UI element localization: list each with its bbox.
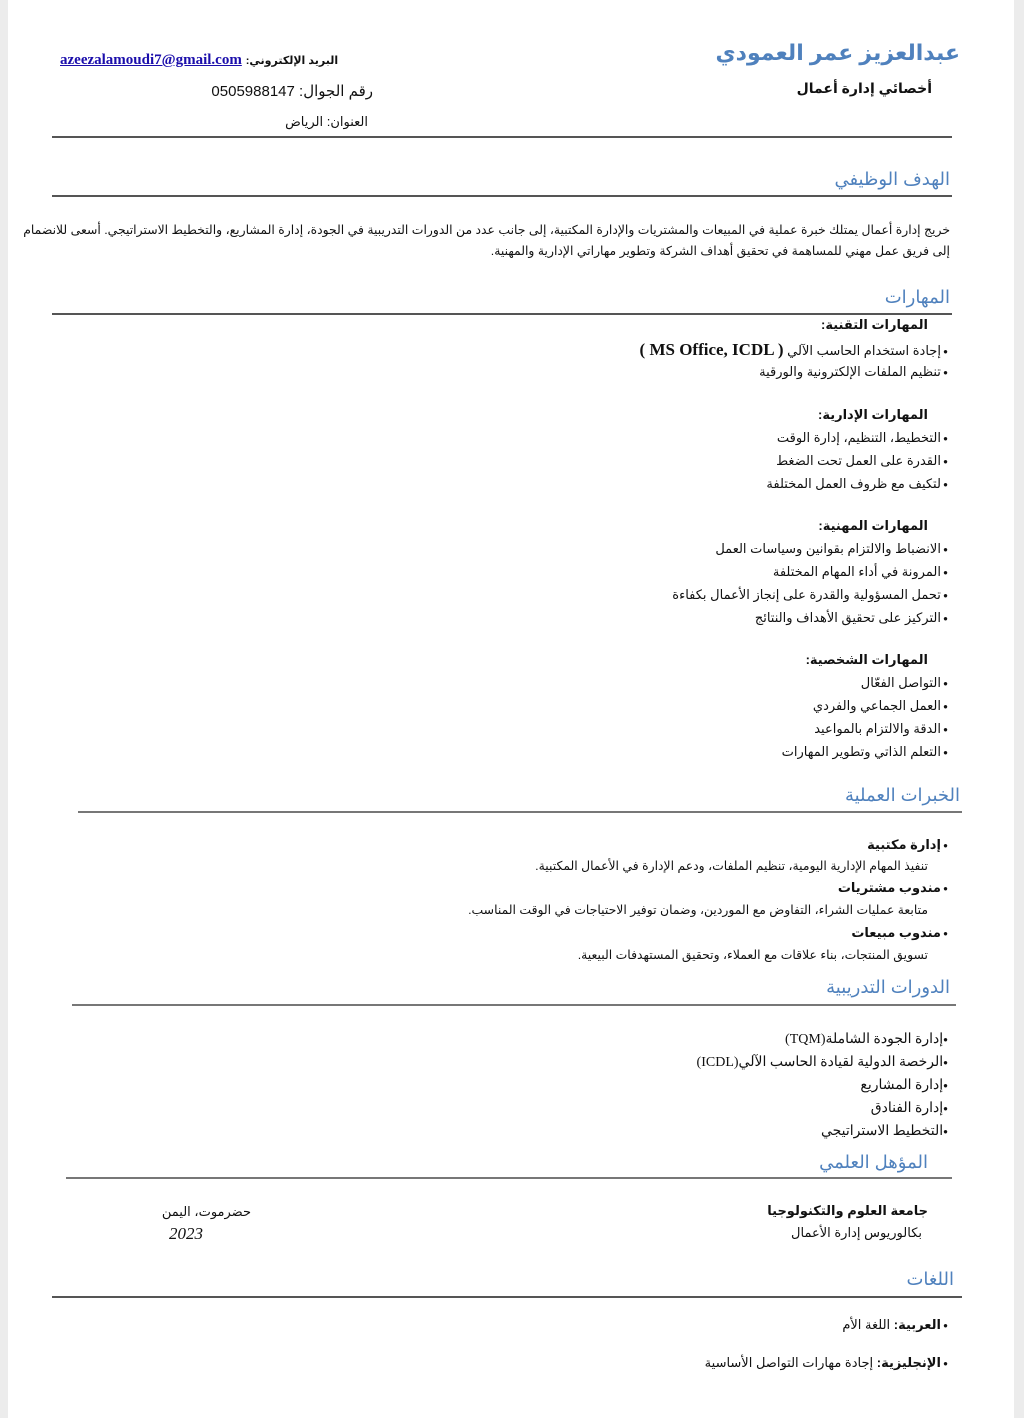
divider (52, 1296, 962, 1298)
phone: رقم الجوال: 0505988147 (211, 83, 373, 100)
skill-item: ● لتكيف مع ظروف العمل المختلفة (766, 476, 948, 492)
location: حضرموت، اليمن (161, 1204, 251, 1219)
skill-text: إجادة استخدام الحاسب الآلي (787, 343, 941, 358)
skill-item: ● التركيز على تحقيق الأهداف والنتائج (755, 610, 948, 626)
skills-group-title: المهارات الشخصية: (805, 652, 928, 667)
courses-heading: الدورات التدريبية (826, 977, 950, 997)
divider (52, 136, 952, 138)
language-level: اللغة الأم (842, 1317, 894, 1332)
divider (72, 1004, 956, 1006)
skill-item: ● التخطيط، التنظيم، إدارة الوقت (777, 430, 948, 446)
skill-item: ● الانضباط والالتزام بقوانين وسياسات العمل (715, 541, 948, 557)
objective-heading: الهدف الوظيفي (834, 169, 950, 189)
skill-item: ● التواصل الفعّال (861, 675, 948, 691)
skills-heading: المهارات (884, 287, 950, 307)
email-link[interactable]: azeezalamoudi7@gmail.com (60, 52, 242, 68)
course-item: ● التخطيط الاستراتيجي (821, 1123, 948, 1140)
language-item (842, 1317, 948, 1333)
experience-heading: الخبرات العملية (844, 785, 960, 805)
skill-item (640, 340, 948, 360)
skills-group-title: المهارات المهنية: (818, 518, 928, 533)
objective-line: خريج إدارة أعمال يمتلك خبرة عملية في المبيعات والمشتريات والإدارة المكتبية، إلى جانب عدد من الدورات التدريبية في الجودة، إدارة المشاريع، والتخطيط الاستراتيجي. أسعى للانضمام (23, 223, 950, 237)
email-row (60, 51, 338, 69)
degree: بكالوريوس إدارة الأعمال (791, 1225, 922, 1240)
experience-title: ● مندوب مشتريات (838, 880, 948, 896)
email-label: البريد الإلكتروني: (245, 55, 339, 67)
university: جامعة العلوم والتكنولوجيا (767, 1203, 928, 1218)
experience-title: ● إدارة مكتبية (867, 837, 948, 853)
experience-desc: تنفيذ المهام الإدارية اليومية، تنظيم الملفات، ودعم الإدارة في الأعمال المكتبية. (535, 859, 928, 873)
objective-line: إلى فريق عمل مهني للمساهمة في تحقيق أهداف الشركة وتطوير مهاراتي الإدارية والمهنية. (490, 244, 950, 258)
experience-title: ● مندوب مبيعات (851, 925, 948, 941)
experience-desc: تسويق المنتجات، بناء علاقات مع العملاء، وتحقيق المستهدفات البيعية. (577, 948, 928, 962)
skill-item: ● العمل الجماعي والفردي (813, 698, 948, 714)
graduation-year: 2023 (169, 1224, 203, 1243)
skill-item: ● تحمل المسؤولية والقدرة على إنجاز الأعمال بكفاءة (672, 587, 948, 603)
language-level: إجادة مهارات التواصل الأساسية (704, 1355, 877, 1370)
address: العنوان: الرياض (285, 114, 368, 129)
course-item: ● إدارة الفنادق (871, 1100, 948, 1117)
skills-group-title: المهارات التقنية: (821, 317, 928, 332)
education-heading: المؤهل العلمي (819, 1152, 928, 1172)
candidate-name: عبدالعزيز عمر العمودي (715, 40, 960, 65)
language-item (705, 1355, 948, 1371)
skill-item: ● المرونة في أداء المهام المختلفة (773, 564, 948, 580)
experience-desc: متابعة عمليات الشراء، التفاوض مع الموردين، وضمان توفير الاحتياجات في الوقت المناسب. (468, 903, 928, 917)
language-name: العربية: (893, 1317, 941, 1332)
skills-group-title: المهارات الإدارية: (818, 407, 928, 422)
languages-heading: اللغات (906, 1269, 954, 1289)
divider (66, 1177, 952, 1179)
job-title: أخصائي إدارة أعمال (796, 80, 932, 96)
skill-item: ● تنظيم الملفات الإلكترونية والورقية (759, 364, 948, 380)
divider (78, 811, 962, 813)
course-item: ● إدارة المشاريع (860, 1077, 948, 1094)
divider (52, 313, 952, 315)
skill-item: ● الدقة والالتزام بالمواعيد (814, 721, 948, 737)
divider (52, 195, 952, 197)
skill-extra: ( MS Office, ICDL ) (639, 340, 784, 359)
skill-item: ● القدرة على العمل تحت الضغط (776, 453, 948, 469)
skill-item: ● التعلم الذاتي وتطوير المهارات (782, 744, 948, 760)
course-item: ● إدارة الجودة الشاملة(TQM) (785, 1031, 948, 1048)
language-name: الإنجليزية: (876, 1355, 941, 1370)
course-item: ● الرخصة الدولية لقيادة الحاسب الآلي(ICDL) (697, 1054, 948, 1071)
resume-page (8, 0, 1014, 1418)
